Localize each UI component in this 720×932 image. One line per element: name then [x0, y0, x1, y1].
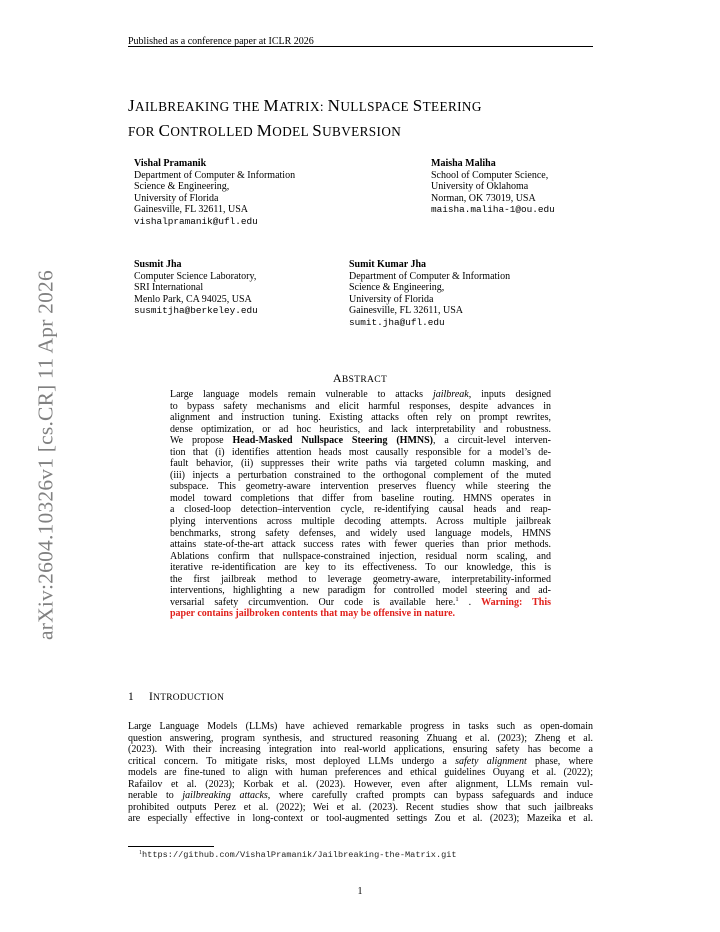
paper-title — [128, 94, 608, 144]
text-run: We propose — [170, 435, 233, 447]
text-run: nerable to — [128, 790, 183, 802]
text-run: model toward completions that differ from baseline routing. HMNS operates in — [170, 492, 551, 504]
affiliation-line: Computer Science Laboratory, — [134, 270, 257, 282]
affiliation-line: Department of Computer & Information — [134, 169, 296, 181]
affiliation-line: School of Computer Science, — [431, 169, 549, 181]
affiliation-line: Department of Computer & Information — [349, 270, 511, 282]
footnote-url[interactable]: https://github.com/VishalPramanik/Jailbreaking-the-Matrix.git — [142, 850, 457, 860]
title-segment: ATRIX: — [279, 99, 328, 114]
author-email[interactable]: maisha.maliha-1@ou.edu — [431, 204, 555, 216]
intro-line — [128, 813, 593, 825]
footnote-ref[interactable]: 1 — [455, 595, 459, 603]
section-title-initial: I — [149, 691, 154, 703]
affiliation-line: University of Florida — [349, 293, 434, 305]
footnote-rule — [128, 846, 214, 847]
text-run: to bypass safety mechanisms and elicit harmful responses, despite advances in — [170, 400, 551, 412]
abstract-body — [170, 389, 551, 620]
abstract-line — [170, 574, 551, 586]
footnote-mark: 1 — [139, 850, 142, 856]
intro-line — [128, 790, 593, 802]
text-run: , inputs designed — [468, 389, 552, 400]
affiliation-line: Norman, OK 73019, USA — [431, 192, 536, 204]
text-run: interventions, highlighting a new paradigm for controlled model steering and ad- — [170, 585, 551, 597]
affiliation-line: SRI International — [134, 282, 204, 294]
abstract-line — [170, 481, 551, 493]
text-run: (iii) injects a perturbation constrained to the orthogonal complement of the muted — [170, 469, 551, 481]
author-email[interactable]: sumit.jha@ufl.edu — [349, 316, 445, 328]
abstract-line — [170, 597, 551, 609]
author-name: Vishal Pramanik — [134, 158, 207, 169]
title-line-1 — [128, 94, 608, 119]
abstract-line — [170, 608, 551, 620]
abstract-heading-initial: A — [332, 371, 342, 385]
text-run: Rafailov et al. (2023); Korbak et al. (2023). However, even after alignment, LLMs remain vul- — [128, 778, 593, 790]
page-number: 1 — [357, 886, 363, 897]
abstract-line — [170, 458, 551, 470]
content-warning: paper contains jailbroken contents that may be offensive in nature. — [170, 608, 456, 620]
abstract-line — [170, 539, 551, 551]
abstract-line — [170, 401, 551, 413]
header-rule — [128, 46, 593, 47]
abstract-heading-rest: BSTRACT — [341, 374, 388, 385]
abstract-line — [170, 412, 551, 424]
author-name: Susmit Jha — [134, 259, 182, 270]
title-segment: C — [158, 121, 171, 140]
title-segment: N — [327, 96, 341, 115]
title-segment: S — [412, 96, 423, 115]
text-run: critical concern. To mitigate risks, most deployed LLMs undergo a — [128, 755, 456, 767]
abstract-line — [170, 493, 551, 505]
text-run: . — [458, 596, 482, 608]
arxiv-id[interactable]: arXiv:2604.10326v1 [cs.CR] 11 Apr 2026 — [33, 270, 58, 640]
author-name: Sumit Kumar Jha — [349, 259, 427, 270]
title-segment: M — [263, 96, 280, 115]
content-warning: Warning: This — [481, 596, 552, 608]
section-heading — [128, 691, 224, 703]
footnote — [139, 850, 457, 860]
abstract-line — [170, 528, 551, 540]
affiliation-line: Science & Engineering, — [134, 181, 230, 193]
intro-line — [128, 744, 593, 756]
text-run: Large Language Models (LLMs) have achieved remarkable progress in tasks such as open-domain — [128, 721, 593, 732]
text-run: phase, where — [526, 755, 593, 767]
title-segment: UBVERSION — [322, 124, 402, 139]
intro-line — [128, 756, 593, 768]
author-name: Maisha Maliha — [431, 158, 496, 169]
text-run: versarial safety circumvention. Our code is available here. — [170, 596, 456, 608]
affiliation-line: Gainesville, FL 32611, USA — [134, 204, 248, 216]
title-segment: FOR — [128, 124, 159, 139]
title-line-2 — [128, 119, 608, 144]
author-email[interactable]: susmitjha@berkeley.edu — [134, 305, 258, 317]
abstract-line — [170, 447, 551, 459]
emphasis-italic: jailbreaking attacks — [182, 790, 268, 802]
title-segment: ONTROLLED — [170, 124, 257, 139]
affiliation-line: University of Oklahoma — [431, 181, 529, 193]
text-run: , where carefully crafted prompts can bypass safeguards and induce — [267, 790, 593, 802]
author-block — [431, 158, 555, 216]
author-email[interactable]: vishalpramanik@ufl.edu — [134, 215, 258, 227]
text-run: benchmarks, strong safety defenses, and widely used language models, HMNS — [170, 527, 551, 539]
running-header: Published as a conference paper at ICLR 2026 — [128, 36, 314, 47]
author-block — [134, 259, 258, 317]
text-run: iterative re-identification are key to its effectiveness. To our knowledge, this is — [170, 562, 551, 574]
abstract-heading — [0, 371, 720, 386]
intro-paragraph — [128, 721, 593, 825]
title-segment: J — [128, 96, 136, 115]
affiliation-line: Science & Engineering, — [349, 282, 445, 294]
affiliation-line: Menlo Park, CA 94025, USA — [134, 293, 252, 305]
section-title-rest: NTRODUCTION — [153, 693, 225, 703]
emphasis-italic: safety alignment — [455, 755, 527, 767]
text-run: the first jailbreak method to leverage geometry-aware, interpretability-informed — [170, 573, 551, 585]
text-run: alignment and instruction tuning. Existing attacks often rely on prompt rewrites, — [170, 412, 551, 424]
abstract-line — [170, 424, 551, 436]
intro-line — [128, 802, 593, 814]
section-number: 1 — [128, 691, 135, 703]
text-run: tion that (i) identifies attention heads most causally responsible for a model’s de- — [170, 446, 551, 458]
affiliation-line: University of Florida — [134, 192, 219, 204]
author-block — [349, 259, 510, 329]
intro-line — [128, 767, 593, 779]
text-run: subspace. This geometry-aware intervention preserves fluency while steering the — [170, 481, 551, 493]
intro-line — [128, 721, 593, 733]
text-run: fault behavior, (ii) suppresses their write paths via targeted column masking, and — [170, 458, 551, 470]
text-run: models are fine-tuned to align with human preferences and ethical guidelines Ouyang et al. (2022); — [128, 767, 593, 779]
text-run: , a circuit-level interven- — [433, 435, 551, 447]
abstract-line — [170, 551, 551, 563]
text-run: Large language models remain vulnerable to attacks — [170, 389, 433, 400]
emphasis-bold: Head-Masked Nullspace Steering (HMNS) — [232, 435, 434, 447]
abstract-line — [170, 470, 551, 482]
abstract-line — [170, 389, 551, 401]
title-segment: M — [256, 121, 273, 140]
text-run: attains state-of-the-art attack success rates with fewer queries than prior methods. — [170, 539, 551, 551]
text-run: prohibited outputs Perez et al. (2022); Wei et al. (2023). Recent studies show that such jailbreaks — [128, 801, 593, 813]
abstract-line — [170, 435, 551, 447]
title-segment: TEERING — [422, 99, 482, 114]
title-segment: AILBREAKING THE — [135, 99, 264, 114]
text-run: Ablations confirm that nullspace-constrained injection, residual norm scaling, and — [170, 550, 551, 562]
text-run: plying interventions across multiple decoding attempts. Across multiple jailbreak — [170, 516, 551, 528]
text-run: are especially effective in long-context or tool-augmented settings Zou et al. (2023); Mazeika et al. — [128, 813, 593, 825]
abstract-line — [170, 516, 551, 528]
intro-line — [128, 733, 593, 745]
text-run: a closed-loop detection–intervention cycle, re-identifying causal heads and reap- — [170, 504, 551, 516]
title-segment: ODEL — [272, 124, 313, 139]
text-run: dense optimization, or ad hoc heuristics, and lack interpretability and robustness. — [170, 423, 551, 435]
title-segment: ULLSPACE — [340, 99, 413, 114]
title-segment: S — [312, 121, 323, 140]
text-run: question answering, program synthesis, and structured reasoning Zhuang et al. (2023); Zheng et al. — [128, 732, 593, 744]
affiliation-line: Gainesville, FL 32611, USA — [349, 305, 463, 317]
abstract-line — [170, 585, 551, 597]
author-block — [134, 158, 295, 228]
emphasis-italic: jailbreak — [432, 389, 469, 400]
abstract-line — [170, 504, 551, 516]
abstract-line — [170, 562, 551, 574]
intro-line — [128, 779, 593, 791]
text-run: (2023). With their increasing integration into real-world applications, ensuring safety has become a — [128, 744, 593, 756]
